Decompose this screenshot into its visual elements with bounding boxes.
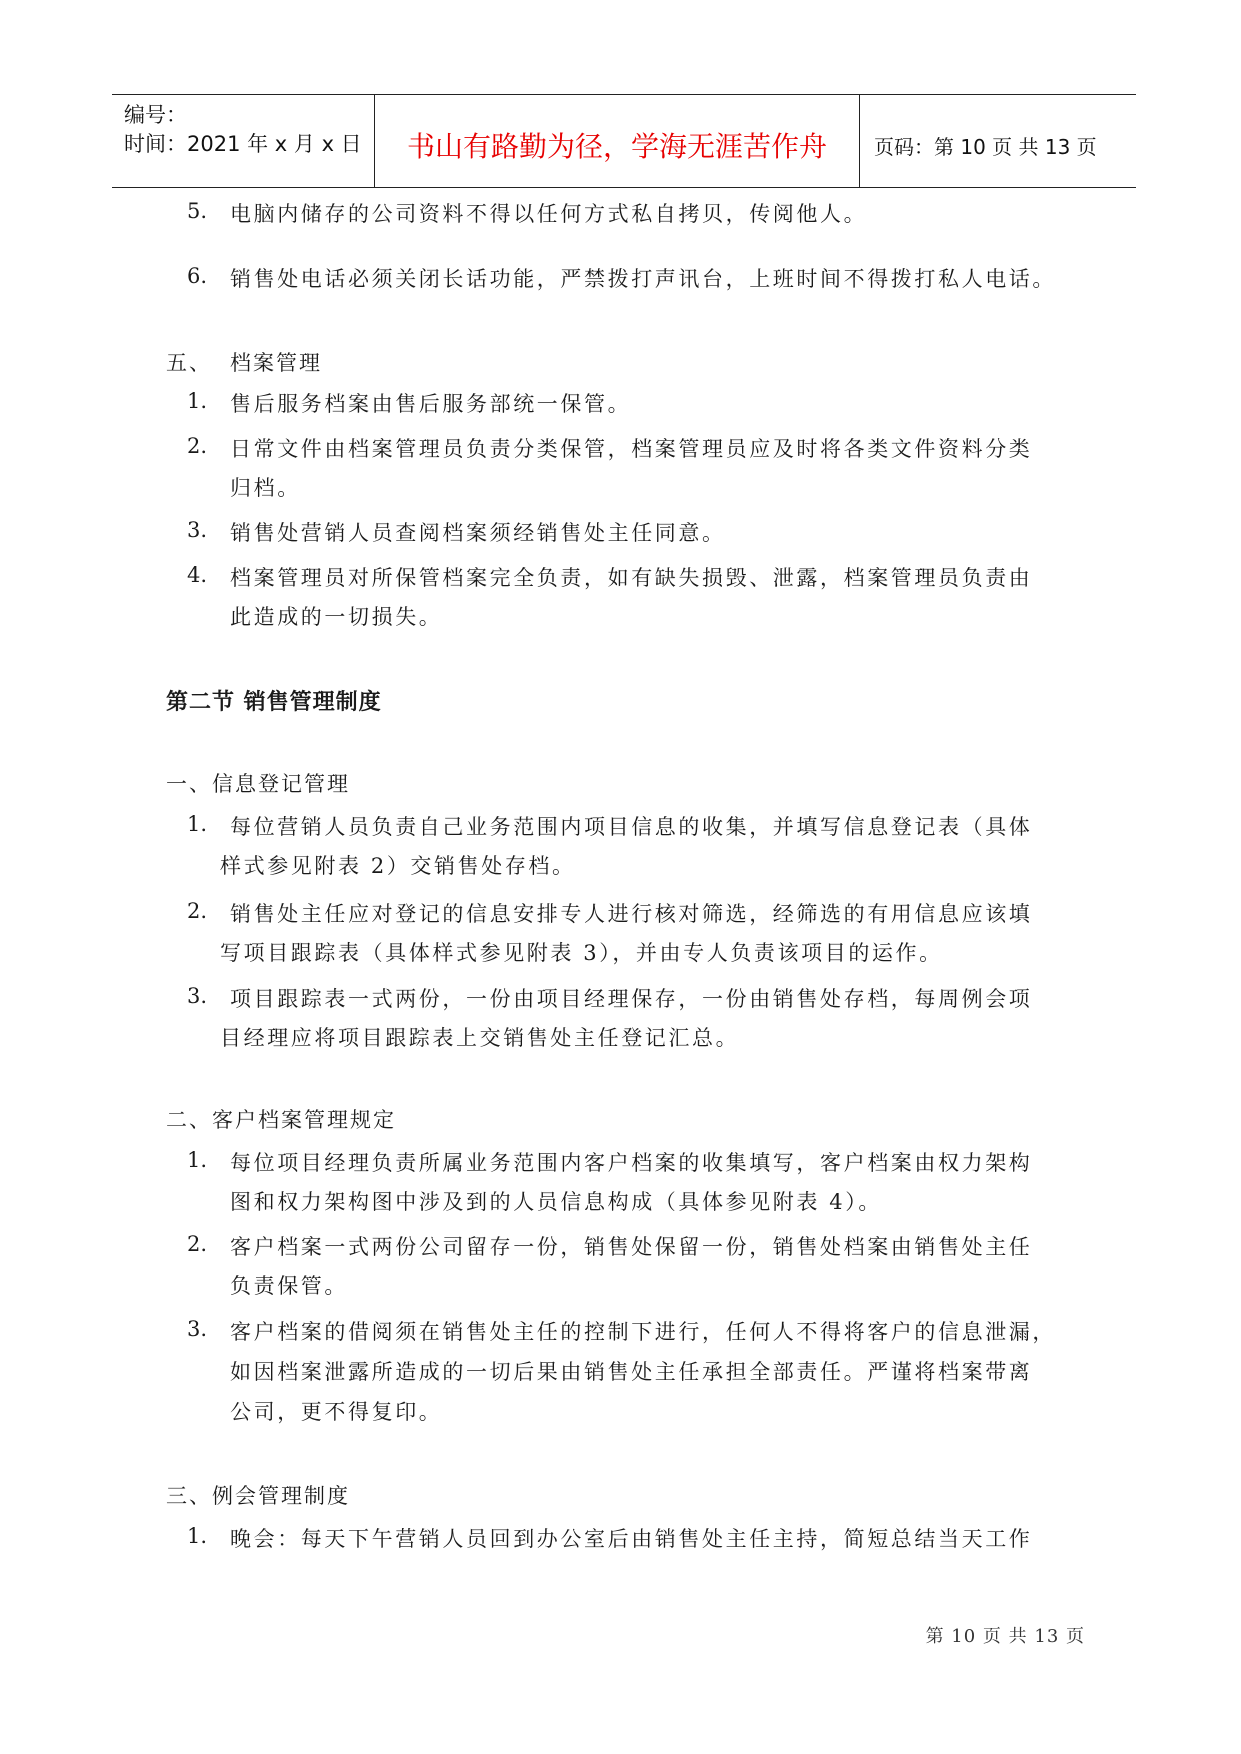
list-number: 1. — [187, 1524, 208, 1548]
header-motto-cell — [374, 95, 860, 187]
list-number: 2. — [187, 1232, 208, 1256]
list-number: 2. — [187, 434, 208, 458]
list-number: 2. — [187, 899, 208, 923]
part-title: 三、例会管理制度 — [166, 1484, 350, 1508]
list-item-text: 销售处电话必须关闭长话功能，严禁拨打声讯台，上班时间不得拨打私人电话。 — [230, 267, 1056, 291]
part-title: 二、客户档案管理规定 — [166, 1108, 396, 1132]
list-item-text: 项目跟踪表一式两份，一份由项目经理保存，一份由销售处存档，每周例会项 — [230, 987, 1033, 1011]
list-item-text: 目经理应将项目跟踪表上交销售处主任登记汇总。 — [220, 1026, 740, 1050]
list-item-text: 公司，更不得复印。 — [230, 1400, 443, 1424]
list-item-text: 如因档案泄露所造成的一切后果由销售处主任承担全部责任。严谨将档案带离 — [230, 1360, 1033, 1384]
list-item-text: 客户档案一式两份公司留存一份，销售处保留一份，销售处档案由销售处主任 — [230, 1235, 1033, 1259]
list-item-text: 负责保管。 — [230, 1274, 348, 1298]
page-footer: 第 10 页 共 13 页 — [925, 1626, 1085, 1647]
list-item-text: 销售处营销人员查阅档案须经销售处主任同意。 — [230, 521, 726, 545]
header-page-cell — [860, 95, 1136, 187]
list-item-text: 电脑内储存的公司资料不得以任何方式私自拷贝，传阅他人。 — [230, 202, 868, 226]
list-item-text: 归档。 — [230, 476, 301, 500]
list-number: 1. — [187, 1148, 208, 1172]
header-info-cell — [112, 95, 374, 187]
page-header — [112, 94, 1136, 188]
list-number: 4. — [187, 563, 208, 587]
list-number: 3. — [187, 1317, 208, 1341]
time-label: 时间：2021 年 x 月 x 日 — [124, 132, 362, 156]
section-label: 五、 — [166, 351, 212, 375]
list-number: 3. — [187, 518, 208, 542]
list-number: 1. — [187, 812, 208, 836]
page-code: 页码：第 10 页 共 13 页 — [874, 135, 1097, 159]
section-heading: 第二节 销售管理制度 — [166, 689, 382, 715]
list-item-text: 日常文件由档案管理员负责分类保管，档案管理员应及时将各类文件资料分类 — [230, 437, 1033, 461]
list-item-text: 晚会：每天下午营销人员回到办公室后由销售处主任主持，简短总结当天工作 — [230, 1527, 1033, 1551]
list-number: 1. — [187, 389, 208, 413]
list-item-text: 档案管理员对所保管档案完全负责，如有缺失损毁、泄露，档案管理员负责由 — [230, 566, 1033, 590]
list-number: 5. — [187, 199, 208, 223]
part-title: 一、信息登记管理 — [166, 772, 350, 796]
list-item-text: 销售处主任应对登记的信息安排专人进行核对筛选，经筛选的有用信息应该填 — [230, 902, 1033, 926]
list-item-text: 此造成的一切损失。 — [230, 605, 443, 629]
serial-label: 编号： — [124, 103, 187, 127]
list-item-text: 售后服务档案由售后服务部统一保管。 — [230, 392, 632, 416]
motto-text: 书山有路勤为径，学海无涯苦作舟 — [406, 130, 827, 163]
list-number: 3. — [187, 984, 208, 1008]
list-item-text: 写项目跟踪表（具体样式参见附表 3），并由专人负责该项目的运作。 — [220, 941, 943, 965]
list-item-text: 样式参见附表 2）交销售处存档。 — [220, 854, 576, 878]
list-number: 6. — [187, 264, 208, 288]
list-item-text: 图和权力架构图中涉及到的人员信息构成（具体参见附表 4）。 — [230, 1190, 882, 1214]
list-item-text: 客户档案的借阅须在销售处主任的控制下进行，任何人不得将客户的信息泄漏， — [230, 1320, 1056, 1344]
list-item-text: 每位营销人员负责自己业务范围内项目信息的收集，并填写信息登记表（具体 — [230, 815, 1033, 839]
section-title: 档案管理 — [230, 351, 322, 375]
list-item-text: 每位项目经理负责所属业务范围内客户档案的收集填写，客户档案由权力架构 — [230, 1151, 1033, 1175]
